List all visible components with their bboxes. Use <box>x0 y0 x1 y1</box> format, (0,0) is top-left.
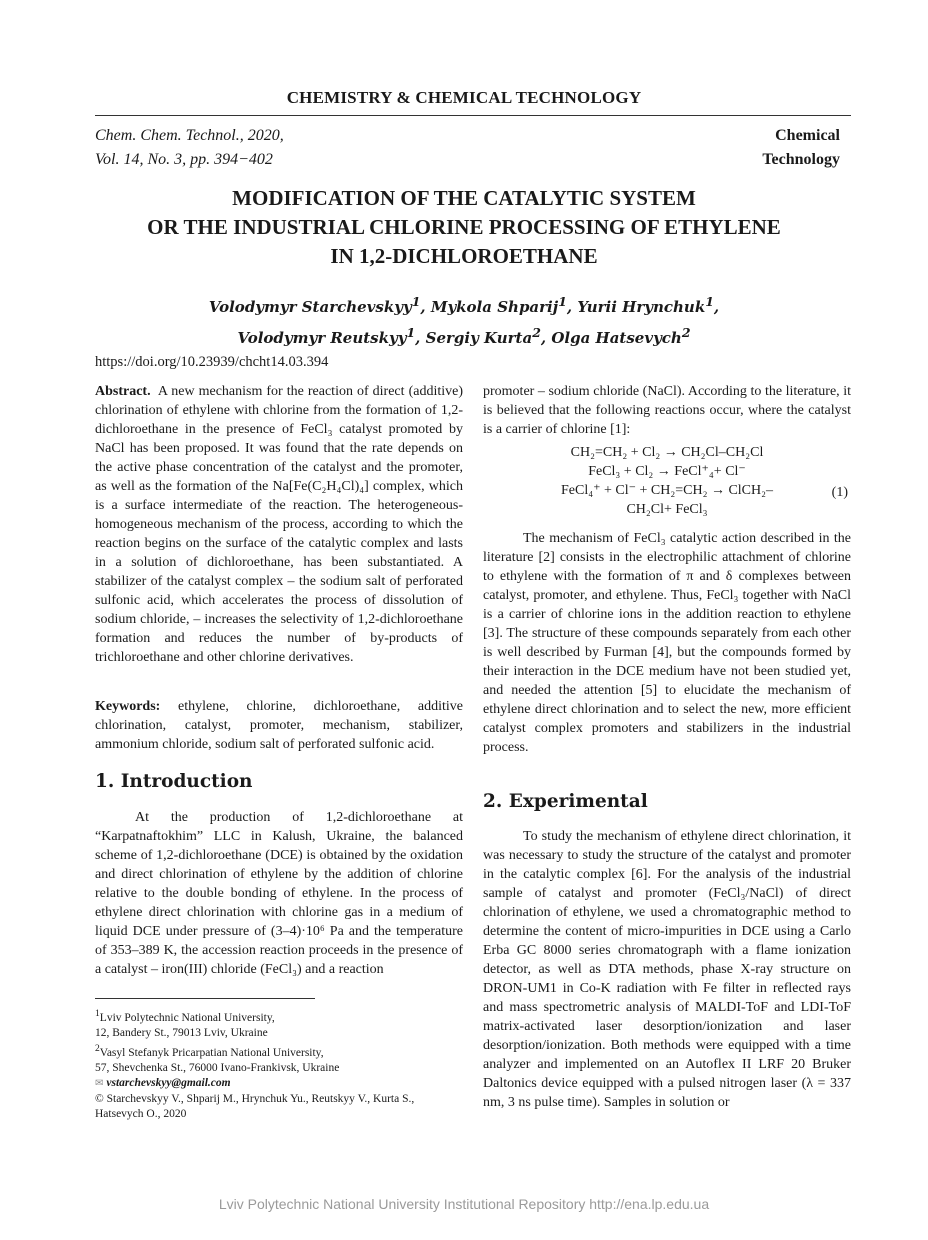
abstract-label: Abstract. <box>95 384 151 399</box>
author-name: Olga Hatsevych <box>551 329 682 347</box>
introduction-heading: 1. Introduction <box>95 771 253 792</box>
experimental-text: To study the mechanism of ethylene direct chlorination, it was necessary to study the structure of the catalyst and promoter in the catalytic complex [6]. For the analysis of the industrial sample of catalyst and promoter (FeCl₃/NaCl) of direct chlorination of ethylene, we used a chromatographic method to determine the content of micro-impurities in DCE using a Carlo Erba GC 8000 series chromatograph with a flame ionization detector, as well as DTA methods, phase X-ray structure on DRON-UM1 in Co-K radiation with Fe filter in reflected rays and mass spectrometric analysis of MALDI-ToF and LDI-ToF matrix-activated laser desorption/ionization and laser desorption/ionization. Both methods were equipped with a time analyzer and implemented on an Autoflex II LRF 20 Bruker Daltonics device equipped with a pulsed nitrogen laser (λ = 337 nm, 3 ns pulse time). Samples in solution or <box>483 829 851 1110</box>
repository-footer: Lviv Polytechnic National University Institutional Repository http://ena.lp.edu.ua <box>218 1196 710 1212</box>
corresponding-email[interactable]: vstarchevskyy@gmail.com <box>106 1077 231 1090</box>
footnote-divider <box>95 998 315 999</box>
section-label-1: Chemical <box>775 127 840 144</box>
affiliation-2-name: Vasyl Stefanyk Pricarpatian National University, <box>99 1047 324 1060</box>
equation-number: (1) <box>831 485 848 500</box>
author-name: Sergiy Kurta <box>425 329 533 347</box>
footnotes <box>95 1006 465 1122</box>
equation-line-1: CH₂=CH₂ + Cl₂ → CH₂Cl–CH₂Cl <box>570 445 764 460</box>
citation-line-1: Chem. Chem. Technol., 2020, <box>95 127 284 144</box>
affiliation-mark: 2 <box>532 325 541 340</box>
section-label-2: Technology <box>762 151 840 168</box>
equation-line-3: FeCl₄⁺ + Cl⁻ + CH₂=CH₂ → ClCH₂– <box>560 483 774 498</box>
footnote-number: 1 <box>95 1008 100 1019</box>
affiliation-mark: 1 <box>406 325 416 340</box>
keywords-block <box>95 697 463 754</box>
intro-continuation-text: promoter – sodium chloride (NaCl). According to the literature, it is believed that the following reactions occur, where the catalyst is a carrier of chlorine [1]: <box>483 384 851 437</box>
title-line-2: OR THE INDUSTRIAL CHLORINE PROCESSING OF ETHYLENE <box>147 215 781 239</box>
header-divider <box>95 115 851 116</box>
affiliation-1-name: Lviv Polytechnic National University, <box>99 1011 275 1024</box>
affiliation-mark: 1 <box>558 294 567 309</box>
copyright-notice: © Starchevskyy V., Shparij M., Hrynchuk Yu., Reutskyy V., Kurta S., Hatsevych O., 2020 <box>95 1092 415 1120</box>
affiliation-1-address: 12, Bandery St., 79013 Lviv, Ukraine <box>95 1027 268 1040</box>
mechanism-text: The mechanism of FeCl₃ catalytic action described in the literature [2] consists in the electrophilic attachment of chlorine to ethylene with the formation of π and δ complexes between catalyst, promoter, and ethylene. Thus, FeCl₃ together with NaCl is a carrier of chlorine ions in the addition reaction to ethylene [3]. The structure of these compounds separately from each other is well described by Furman [4], but the compounds formed by their interaction in the DCE medium have not been studied yet, and needed the attention [5] to elucidate the mechanism of ethylene direct chlorination and to select the new, more efficient catalyst complex promoters and stabilizers in the industrial process. <box>483 531 851 755</box>
title-line-3: IN 1,2-DICHLOROETHANE <box>330 244 598 268</box>
author-name: Volodymyr Starchevskyy <box>208 298 412 316</box>
abstract-block <box>95 382 463 667</box>
journal-header: CHEMISTRY & CHEMICAL TECHNOLOGY <box>286 88 642 107</box>
title-line-1: MODIFICATION OF THE CATALYTIC SYSTEM <box>232 186 696 210</box>
keywords-label: Keywords: <box>95 699 161 714</box>
abstract-text: A new mechanism for the reaction of direct (additive) chlorination of ethylene with chlorine from the formation of 1,2-dichloroethane in the presence of FeCl₃ catalyst promoted by NaCl has been proposed. It was found that the rate depends on the active phase concentration of the catalyst and the promoter, as well as the formation of the Na[Fe(C₂H₄Cl)₄] complex, which is a surface intermediate of the reaction. The heterogeneous-homogeneous mechanism of the process, according to which the reaction begins on the surface of the catalytic complex and lasts in a solution of dichloroethane, has been substantiated. A stabilizer of the catalyst complex – the sodium salt of perforated sulfonic acid, which accelerates the process of dissolution of sodium chloride, – increases the selectivity of 1,2-dichloroethane formation and reduces the number of by-products of trichloroethane and other chlorine derivatives. <box>95 384 463 665</box>
equation-block <box>483 443 851 519</box>
citation-line-2: Vol. 14, No. 3, pp. 394−402 <box>95 151 273 168</box>
equation-line-2: FeCl₃ + Cl₂ → FeCl⁺₄+ Cl⁻ <box>588 464 746 479</box>
author-name: Volodymyr Reutskyy <box>237 329 407 347</box>
mechanism-paragraph <box>483 529 851 757</box>
equation-line-4: CH₂Cl+ FeCl₃ <box>626 502 708 517</box>
author-name: Yurii Hrynchuk <box>577 298 706 316</box>
footnote-number: 2 <box>95 1043 100 1055</box>
author-list: Volodymyr Starchevskyy$^1$, Mykola Shparij$^1$, Yurii Hrynchuk$^1$, Volodymyr Reutskyy$^1$, Sergiy Kurta$^2$, Olga Hatsevych$^2$ <box>208 294 720 347</box>
affiliation-mark: 1 <box>411 294 421 309</box>
paper-title <box>60 184 868 271</box>
affiliation-mark: 1 <box>705 294 714 309</box>
experimental-heading: 2. Experimental <box>483 791 648 812</box>
envelope-icon: ✉ <box>95 1078 104 1090</box>
affiliation-mark: 2 <box>681 325 691 340</box>
keywords-text: ethylene, chlorine, dichloroethane, additive chlorination, catalyst, promoter, mechanism, stabilizer, ammonium chloride, sodium salt of perforated sulfonic acid. <box>95 699 464 752</box>
introduction-body <box>95 808 463 979</box>
author-name: Mykola Shparij <box>430 298 559 316</box>
doi-link[interactable]: https://doi.org/10.23939/chcht14.03.394 <box>95 354 329 370</box>
intro-continuation <box>483 382 851 439</box>
introduction-text: At the production of 1,2-dichloroethane at “Karpatnaftokhim” LLC in Kalush, Ukraine, the balanced scheme of 1,2-dichloroethane (DCE) is obtained by the oxidation and direct chlorination of ethylene by the addition of chlorine relative to the double bonding of ethylene. In the process of ethylene direct chlorination with chlorine gas in a medium of liquid DCE under pressure of (3–4)·10⁶ Pa and the temperature of 353–389 K, the accession reaction proceeds in the presence of a catalyst – iron(III) chloride (FeCl₃) and a reaction <box>95 810 463 977</box>
experimental-paragraph <box>483 827 851 1112</box>
affiliation-2-address: 57, Shevchenka St., 76000 Ivano-Frankivsk, Ukraine <box>95 1062 340 1075</box>
